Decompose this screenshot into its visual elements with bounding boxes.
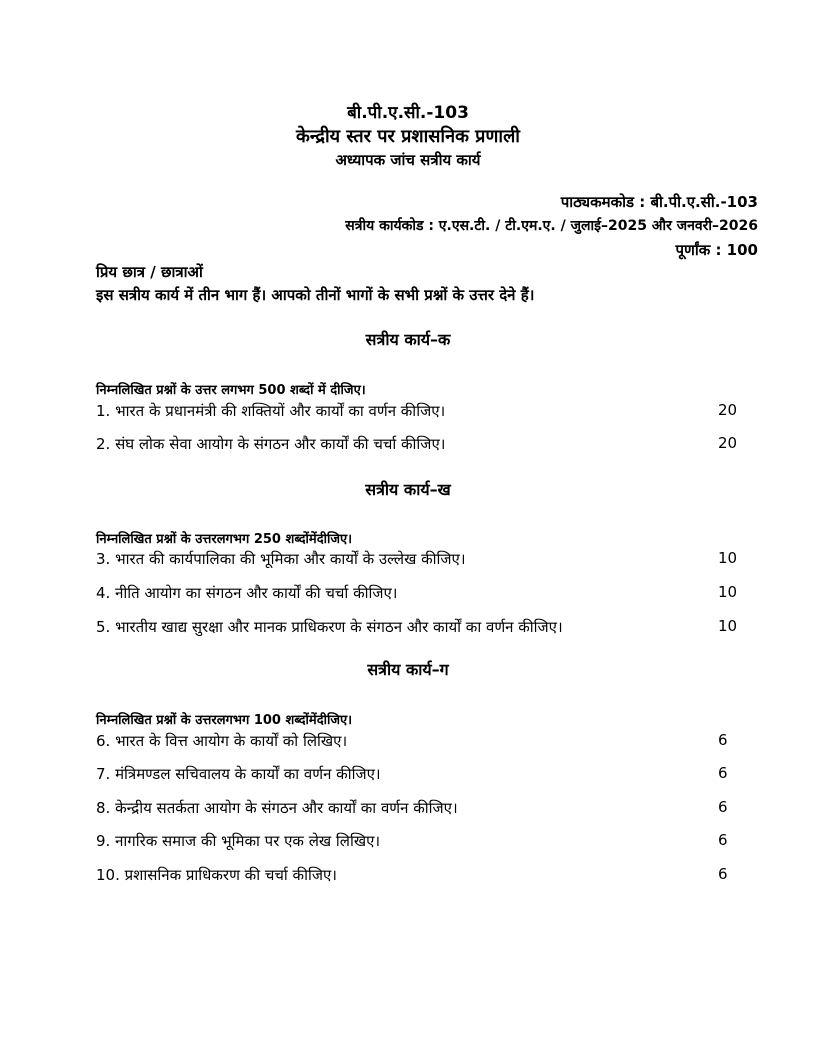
question-marks: 10 <box>718 617 738 635</box>
question-marks: 6 <box>718 798 728 816</box>
assignment-code-line: सत्रीय कार्यकोड : ए.एस.टी. / टी.एम.ए. / जुलाई–2025 और जनवरी–2026 <box>345 218 758 234</box>
question-row <box>96 831 756 853</box>
question-text: 1. भारत के प्रधानमंत्री की शक्तियों और कार्यों का वर्णन कीजिए। <box>96 402 446 420</box>
question-row <box>96 401 756 423</box>
question-marks: 10 <box>718 583 738 601</box>
question-row <box>96 764 756 786</box>
question-text: 7. मंत्रिमण्डल सचिवालय के कार्यों का वर्णन कीजिए। <box>96 765 381 783</box>
question-row <box>96 731 756 753</box>
question-row <box>96 549 756 571</box>
question-text: 8. केन्द्रीय सतर्कता आयोग के संगठन और कार्यों का वर्णन कीजिए। <box>96 799 458 817</box>
question-marks: 6 <box>718 731 728 749</box>
question-marks: 6 <box>718 831 728 849</box>
course-code-line: पाठ्यकमकोड : बी.पी.ए.सी.-103 <box>560 193 758 211</box>
question-text: 4. नीति आयोग का संगठन और कार्यों की चर्चा कीजिए। <box>96 584 398 602</box>
question-row <box>96 583 756 605</box>
question-text: 3. भारत की कार्यपालिका की भूमिका और कार्यों के उल्लेख कीजिए। <box>96 550 466 568</box>
greeting: प्रिय छात्र / छात्राओं <box>96 263 203 281</box>
question-text: 2. संघ लोक सेवा आयोग के संगठन और कार्यों की चर्चा कीजिए। <box>96 435 446 453</box>
section-a-instruction: निम्नलिखित प्रश्नों के उत्तर लगभग 500 शब्दों में दीजिए। <box>96 383 366 398</box>
question-row <box>96 617 756 639</box>
section-c-instruction: निम्नलिखित प्रश्नों के उत्तरलगभग 100 शब्दोंमेंदीजिए। <box>96 713 353 728</box>
question-marks: 6 <box>718 865 728 883</box>
question-row <box>96 434 756 456</box>
question-row <box>96 865 756 887</box>
course-code-title: बी.पी.ए.सी.-103 <box>347 103 469 123</box>
section-a-heading: सत्रीय कार्य–क <box>365 330 451 349</box>
section-c-heading: सत्रीय कार्य–ग <box>367 660 449 679</box>
question-marks: 20 <box>718 434 738 452</box>
assignment-subtitle: अध्यापक जांच सत्रीय कार्य <box>335 151 481 169</box>
section-b-heading: सत्रीय कार्य–ख <box>365 480 451 499</box>
section-b-instruction: निम्नलिखित प्रश्नों के उत्तरलगभग 250 शब्दोंमेंदीजिए। <box>96 532 353 547</box>
general-instruction: इस सत्रीय कार्य में तीन भाग हैं। आपको तीनों भागों के सभी प्रश्नों के उत्तर देने हैं। <box>96 286 535 304</box>
question-row <box>96 798 756 820</box>
question-marks: 6 <box>718 764 728 782</box>
question-text: 5. भारतीय खाद्य सुरक्षा और मानक प्राधिकरण के संगठन और कार्यों का वर्णन कीजिए। <box>96 618 563 636</box>
question-text: 9. नागरिक समाज की भूमिका पर एक लेख लिखिए। <box>96 832 381 850</box>
question-text: 10. प्रशासनिक प्राधिकरण की चर्चा कीजिए। <box>96 866 337 884</box>
question-marks: 20 <box>718 401 738 419</box>
question-marks: 10 <box>718 549 738 567</box>
question-text: 6. भारत के वित्त आयोग के कार्यों को लिखिए। <box>96 732 348 750</box>
max-marks-line: पूर्णांक : 100 <box>675 241 758 259</box>
course-title: केन्द्रीय स्तर पर प्रशासनिक प्रणाली <box>296 126 520 147</box>
